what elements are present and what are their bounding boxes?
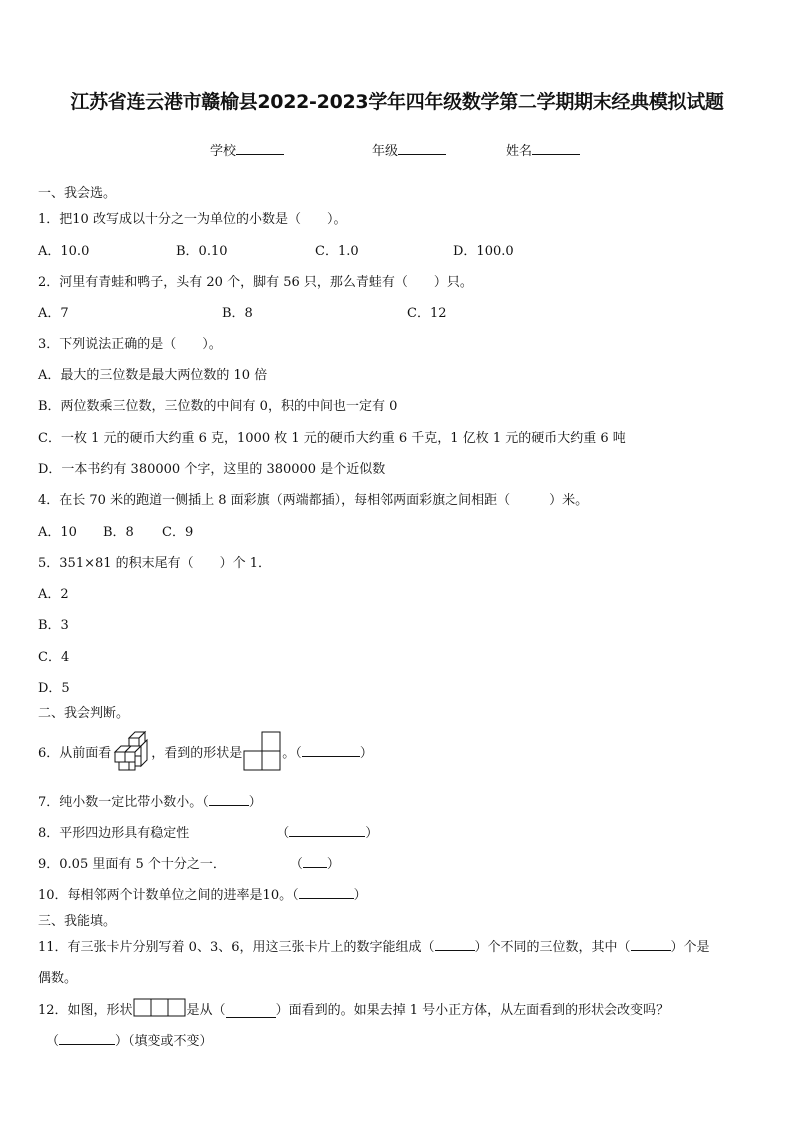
q9-open: （ bbox=[289, 857, 303, 872]
q7-answer-blank[interactable] bbox=[209, 795, 249, 806]
q11-blank-1[interactable] bbox=[435, 940, 475, 951]
q5-option-c[interactable]: C．4 bbox=[38, 650, 70, 665]
q12-blank-1[interactable] bbox=[226, 1007, 276, 1018]
three-square-shape-figure bbox=[133, 998, 187, 1018]
grade-field bbox=[372, 140, 446, 159]
q4-option-b[interactable]: B．8 bbox=[103, 525, 134, 540]
q7-end: ） bbox=[248, 795, 262, 810]
question-4: 4．在长 70 米的跑道一侧插上 8 面彩旗（两端都插），每相邻两面彩旗之间相距（ ）米。 bbox=[38, 493, 589, 508]
q5-option-b[interactable]: B．3 bbox=[38, 618, 69, 633]
question-3: 3．下列说法正确的是（ ）。 bbox=[38, 337, 222, 352]
q6-answer-blank[interactable] bbox=[302, 746, 360, 757]
q12-line2-end: ）（填变或不变） bbox=[115, 1034, 213, 1049]
q6-end: ） bbox=[359, 745, 373, 761]
section-fill-heading: 三、我能填。 bbox=[38, 914, 117, 929]
q8-open: （ bbox=[276, 826, 290, 841]
question-11-line2: 偶数。 bbox=[38, 971, 78, 986]
q2-option-c[interactable]: C．12 bbox=[407, 306, 447, 321]
front-view-figure bbox=[242, 730, 282, 772]
q5-option-a[interactable]: A．2 bbox=[38, 587, 69, 602]
q3-option-d[interactable]: D．一本书约有 380000 个字，这里的 380000 是个近似数 bbox=[38, 462, 386, 477]
q12-part2: 是从（ bbox=[186, 1003, 226, 1018]
q2-option-a[interactable]: A．7 bbox=[38, 306, 69, 321]
question-1: 1．把10 改写成以十分之一为单位的小数是（ ）。 bbox=[38, 212, 347, 227]
q3-option-a[interactable]: A．最大的三位数是最大两位数的 10 倍 bbox=[38, 368, 268, 383]
question-9 bbox=[38, 853, 340, 872]
question-11 bbox=[38, 936, 710, 955]
name-blank[interactable] bbox=[532, 142, 580, 155]
q6-middle: ，看到的形状是 bbox=[151, 745, 243, 761]
school-label: 学校 bbox=[210, 144, 237, 159]
q8-answer-blank[interactable] bbox=[289, 826, 365, 837]
question-2: 2．河里有青蛙和鸭子，头有 20 个，脚有 56 只，那么青蛙有（ ）只。 bbox=[38, 275, 473, 290]
q6-suffix: 。（ bbox=[282, 745, 302, 761]
question-5: 5．351×81 的积末尾有（ ）个 1． bbox=[38, 556, 272, 571]
q3-option-c[interactable]: C．一枚 1 元的硬币大约重 6 克，1000 枚 1 元的硬币大约重 6 千克，1 亿枚 1 元的硬币大约重 6 吨 bbox=[38, 431, 626, 446]
q12-part1: 12．如图，形状 bbox=[38, 1003, 133, 1018]
grade-label: 年级 bbox=[372, 144, 399, 159]
q12-blank-2[interactable] bbox=[59, 1034, 115, 1045]
section-choice-heading: 一、我会选。 bbox=[38, 186, 117, 201]
q9-end: ） bbox=[326, 857, 340, 872]
q12-line2-open: （ bbox=[46, 1034, 60, 1049]
name-label: 姓名 bbox=[506, 144, 533, 159]
q9-answer-blank[interactable] bbox=[303, 857, 327, 868]
q9-text: 9．0.05 里面有 5 个十分之一． bbox=[38, 857, 226, 872]
question-6 bbox=[38, 730, 373, 772]
q1-option-c[interactable]: C．1.0 bbox=[315, 244, 359, 259]
name-field bbox=[506, 140, 580, 159]
q8-text: 8．平形四边形具有稳定性 bbox=[38, 826, 190, 841]
q8-end: ） bbox=[365, 826, 379, 841]
q11-part2: ）个不同的三位数，其中（ bbox=[474, 940, 631, 955]
q10-end: ） bbox=[353, 888, 367, 903]
q1-option-a[interactable]: A．10.0 bbox=[38, 244, 90, 259]
q4-option-c[interactable]: C．9 bbox=[162, 525, 194, 540]
q11-blank-2[interactable] bbox=[631, 940, 671, 951]
q1-option-d[interactable]: D．100.0 bbox=[453, 244, 514, 259]
question-8 bbox=[38, 822, 378, 841]
q2-option-b[interactable]: B．8 bbox=[222, 306, 253, 321]
q11-part3: ）个是 bbox=[670, 940, 710, 955]
q11-part1: 11．有三张卡片分别写着 0、3、6，用这三张卡片上的数字能组成（ bbox=[38, 940, 435, 955]
question-10 bbox=[38, 884, 367, 903]
grade-blank[interactable] bbox=[398, 142, 446, 155]
q10-answer-blank[interactable] bbox=[299, 888, 354, 899]
page-title: 江苏省连云港市赣榆县2022-2023学年四年级数学第二学期期末经典模拟试题 bbox=[70, 91, 724, 113]
q4-option-a[interactable]: A．10 bbox=[38, 525, 77, 540]
q5-option-d[interactable]: D．5 bbox=[38, 681, 70, 696]
cube-stack-figure bbox=[111, 730, 151, 772]
q12-part3: ）面看到的。如果去掉 1 号小正方体，从左面看到的形状会改变吗？ bbox=[275, 1003, 670, 1018]
q1-option-b[interactable]: B．0.10 bbox=[176, 244, 228, 259]
q6-prefix: 6．从前面看 bbox=[38, 745, 112, 761]
q7-text: 7．纯小数一定比带小数小。（ bbox=[38, 795, 209, 810]
question-12-line2 bbox=[46, 1030, 213, 1049]
section-judge-heading: 二、我会判断。 bbox=[38, 706, 130, 721]
question-12 bbox=[38, 998, 669, 1018]
q3-option-b[interactable]: B．两位数乘三位数，三位数的中间有 0，积的中间也一定有 0 bbox=[38, 399, 398, 414]
school-field bbox=[210, 140, 284, 159]
q10-text: 10．每相邻两个计数单位之间的进率是10。（ bbox=[38, 888, 299, 903]
question-7 bbox=[38, 791, 262, 810]
school-blank[interactable] bbox=[236, 142, 284, 155]
